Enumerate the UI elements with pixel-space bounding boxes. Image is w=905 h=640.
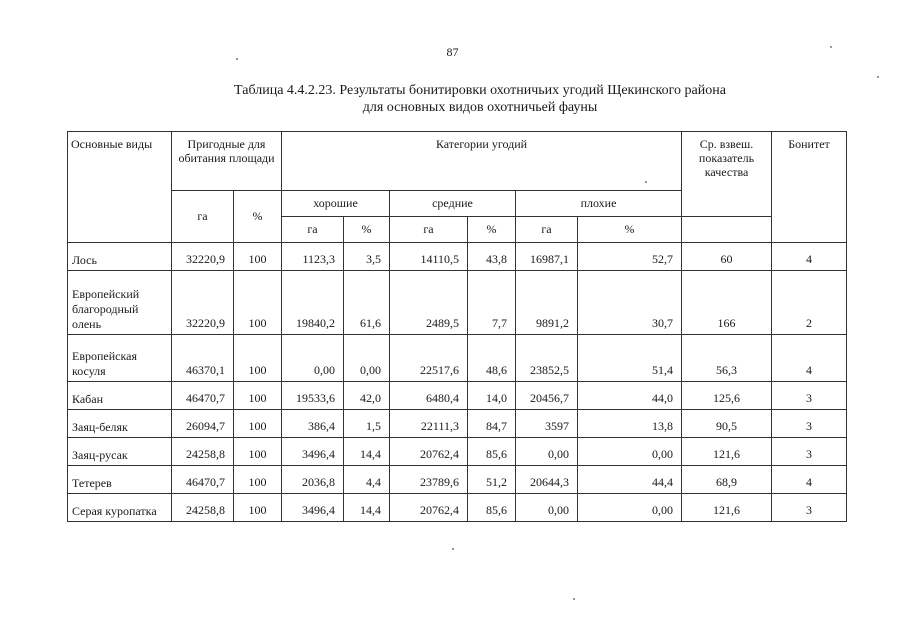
- header-suitable-area: Пригодные для обитания площади: [172, 132, 282, 191]
- cell-suitable-ha: 32220,9: [172, 243, 234, 271]
- cell-medium-ha: 2489,5: [390, 271, 468, 335]
- cell-bonitet: 4: [772, 335, 847, 382]
- cell-species: Кабан: [68, 382, 172, 410]
- cell-suitable-pct: 100: [234, 466, 282, 494]
- header-suitable-ha: га: [172, 191, 234, 243]
- cell-good-pct: 14,4: [344, 494, 390, 522]
- cell-poor-pct: 30,7: [578, 271, 682, 335]
- table-row: [68, 466, 847, 494]
- page-number: 87: [446, 45, 459, 59]
- cell-suitable-pct: 100: [234, 335, 282, 382]
- cell-bonitet: 4: [772, 466, 847, 494]
- cell-bonitet: 4: [772, 243, 847, 271]
- cell-suitable-ha: 46470,7: [172, 382, 234, 410]
- header-medium-pct: %: [468, 217, 516, 243]
- cell-suitable-pct: 100: [234, 271, 282, 335]
- bonitet-table: [67, 131, 847, 522]
- cell-medium-ha: 20762,4: [390, 494, 468, 522]
- header-good-ha: га: [282, 217, 344, 243]
- cell-medium-ha: 22517,6: [390, 335, 468, 382]
- cell-good-ha: 1123,3: [282, 243, 344, 271]
- cell-good-pct: 3,5: [344, 243, 390, 271]
- cell-suitable-ha: 46470,7: [172, 466, 234, 494]
- cell-species: Европейский благородный олень: [68, 271, 172, 335]
- header-good-pct: %: [344, 217, 390, 243]
- cell-poor-pct: 44,4: [578, 466, 682, 494]
- cell-medium-pct: 48,6: [468, 335, 516, 382]
- cell-suitable-pct: 100: [234, 243, 282, 271]
- cell-suitable-ha: 26094,7: [172, 410, 234, 438]
- cell-good-ha: 19840,2: [282, 271, 344, 335]
- cell-poor-pct: 0,00: [578, 438, 682, 466]
- header-quality: Ср. взвеш. показатель качества: [682, 132, 772, 217]
- table-row: [68, 382, 847, 410]
- scan-speck: [830, 46, 832, 48]
- cell-medium-ha: 23789,6: [390, 466, 468, 494]
- cell-suitable-ha: 32220,9: [172, 271, 234, 335]
- cell-poor-pct: 51,4: [578, 335, 682, 382]
- cell-good-pct: 61,6: [344, 271, 390, 335]
- cell-quality: 121,6: [682, 494, 772, 522]
- cell-poor-pct: 44,0: [578, 382, 682, 410]
- header-species: Основные виды: [68, 132, 172, 243]
- cell-medium-pct: 7,7: [468, 271, 516, 335]
- cell-good-pct: 42,0: [344, 382, 390, 410]
- cell-medium-pct: 51,2: [468, 466, 516, 494]
- cell-quality: 68,9: [682, 466, 772, 494]
- cell-good-ha: 3496,4: [282, 494, 344, 522]
- header-poor: плохие: [516, 191, 682, 217]
- table-row: [68, 271, 847, 335]
- cell-suitable-ha: 24258,8: [172, 438, 234, 466]
- table-row: [68, 494, 847, 522]
- header-poor-pct: %: [578, 217, 682, 243]
- header-good: хорошие: [282, 191, 390, 217]
- caption-line-1: Таблица 4.4.2.23. Результаты бонитировки охотничьих угодий Щекинского района: [234, 83, 726, 98]
- cell-good-ha: 19533,6: [282, 382, 344, 410]
- cell-species: Европейская косуля: [68, 335, 172, 382]
- cell-species: Заяц-беляк: [68, 410, 172, 438]
- scan-speck: [877, 76, 879, 78]
- cell-poor-ha: 0,00: [516, 494, 578, 522]
- cell-quality: 166: [682, 271, 772, 335]
- cell-poor-pct: 0,00: [578, 494, 682, 522]
- cell-medium-ha: 22111,3: [390, 410, 468, 438]
- cell-quality: 60: [682, 243, 772, 271]
- table-caption: [150, 82, 810, 116]
- table-row: [68, 438, 847, 466]
- cell-quality: 125,6: [682, 382, 772, 410]
- cell-medium-ha: 6480,4: [390, 382, 468, 410]
- cell-bonitet: 2: [772, 271, 847, 335]
- table-row: [68, 335, 847, 382]
- cell-bonitet: 3: [772, 382, 847, 410]
- scan-speck: [573, 598, 575, 600]
- header-categories: Категории угодий: [282, 132, 682, 191]
- cell-good-pct: 4,4: [344, 466, 390, 494]
- cell-medium-pct: 43,8: [468, 243, 516, 271]
- cell-species: Серая куропатка: [68, 494, 172, 522]
- cell-good-pct: 14,4: [344, 438, 390, 466]
- header-medium-ha: га: [390, 217, 468, 243]
- header-poor-ha: га: [516, 217, 578, 243]
- header-bonitet: Бонитет: [772, 132, 847, 243]
- cell-poor-ha: 23852,5: [516, 335, 578, 382]
- cell-quality: 56,3: [682, 335, 772, 382]
- cell-good-ha: 3496,4: [282, 438, 344, 466]
- table-body: [68, 243, 847, 522]
- cell-bonitet: 3: [772, 494, 847, 522]
- cell-poor-pct: 13,8: [578, 410, 682, 438]
- cell-quality: 121,6: [682, 438, 772, 466]
- cell-good-pct: 1,5: [344, 410, 390, 438]
- cell-quality: 90,5: [682, 410, 772, 438]
- cell-medium-pct: 85,6: [468, 494, 516, 522]
- cell-poor-ha: 0,00: [516, 438, 578, 466]
- cell-suitable-pct: 100: [234, 494, 282, 522]
- header-medium: средние: [390, 191, 516, 217]
- cell-species: Тетерев: [68, 466, 172, 494]
- cell-suitable-pct: 100: [234, 382, 282, 410]
- cell-suitable-ha: 46370,1: [172, 335, 234, 382]
- table-row: [68, 410, 847, 438]
- cell-species: Заяц-русак: [68, 438, 172, 466]
- cell-species: Лось: [68, 243, 172, 271]
- cell-medium-ha: 14110,5: [390, 243, 468, 271]
- cell-medium-pct: 84,7: [468, 410, 516, 438]
- scan-speck: [452, 548, 454, 550]
- caption-line-2: для основных видов охотничьей фауны: [362, 100, 598, 115]
- scan-speck: [645, 181, 647, 183]
- table-row: [68, 243, 847, 271]
- cell-suitable-ha: 24258,8: [172, 494, 234, 522]
- header-suitable-pct: %: [234, 191, 282, 243]
- cell-bonitet: 3: [772, 410, 847, 438]
- cell-poor-pct: 52,7: [578, 243, 682, 271]
- header-quality-empty: [682, 217, 772, 243]
- cell-poor-ha: 9891,2: [516, 271, 578, 335]
- cell-good-ha: 2036,8: [282, 466, 344, 494]
- cell-suitable-pct: 100: [234, 438, 282, 466]
- scan-speck: [236, 58, 238, 60]
- cell-medium-ha: 20762,4: [390, 438, 468, 466]
- cell-poor-ha: 20644,3: [516, 466, 578, 494]
- cell-good-ha: 0,00: [282, 335, 344, 382]
- cell-medium-pct: 14,0: [468, 382, 516, 410]
- cell-good-ha: 386,4: [282, 410, 344, 438]
- cell-poor-ha: 16987,1: [516, 243, 578, 271]
- cell-medium-pct: 85,6: [468, 438, 516, 466]
- cell-bonitet: 3: [772, 438, 847, 466]
- cell-good-pct: 0,00: [344, 335, 390, 382]
- cell-suitable-pct: 100: [234, 410, 282, 438]
- cell-poor-ha: 20456,7: [516, 382, 578, 410]
- cell-poor-ha: 3597: [516, 410, 578, 438]
